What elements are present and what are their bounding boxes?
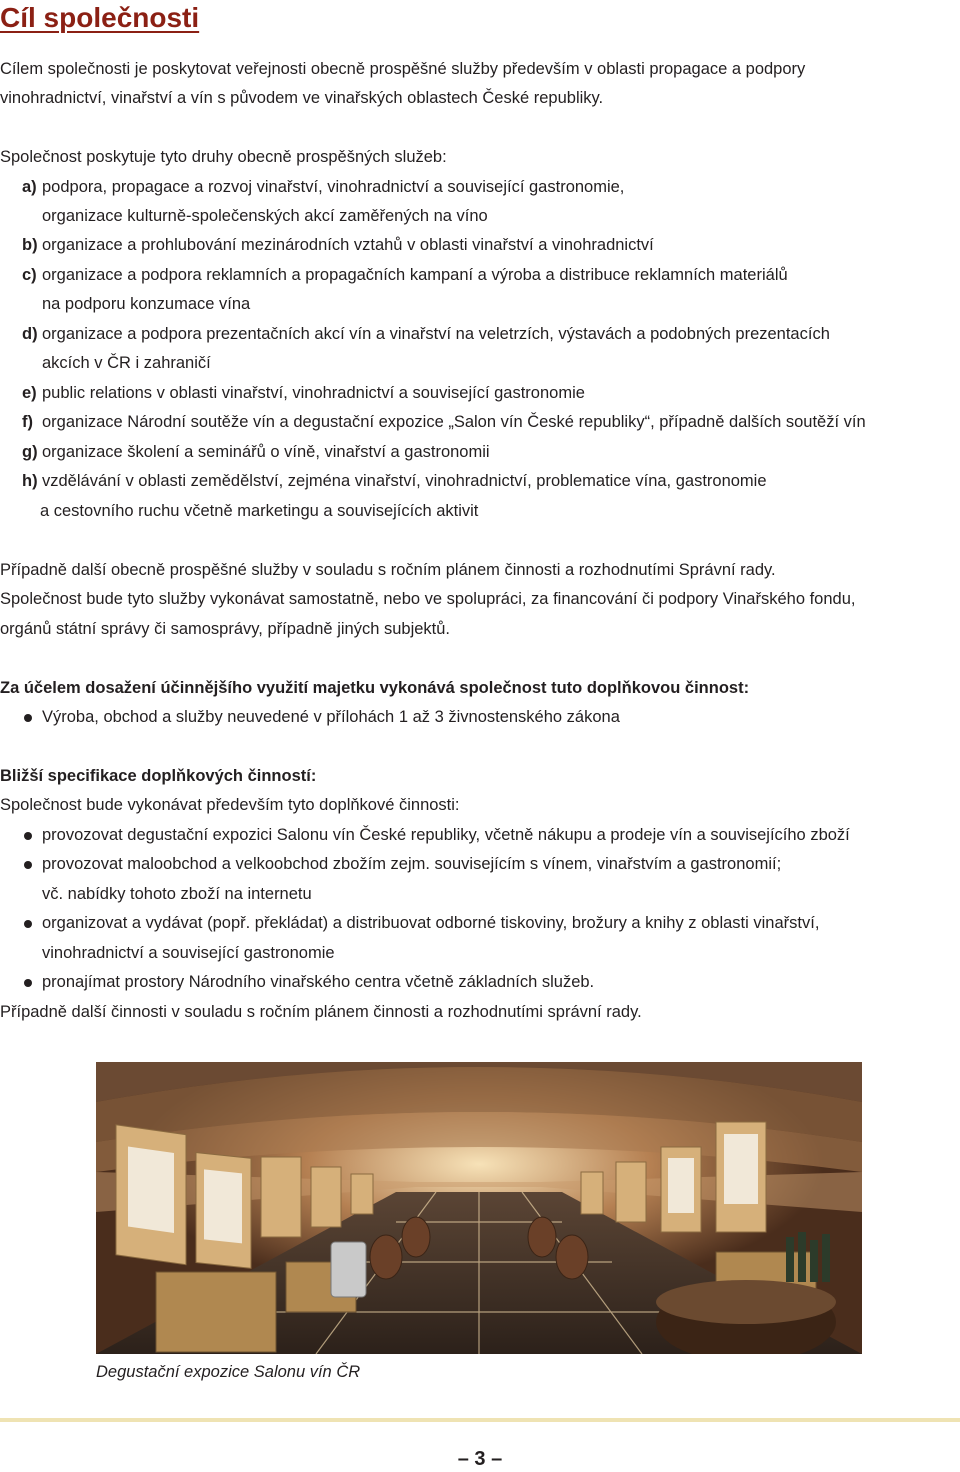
closing-line: orgánů státní správy či samosprávy, případně jiných subjektů. (0, 620, 451, 638)
additional-item: Výroba, obchod a služby neuvedené v přílohách 1 až 3 živnostenského zákona (42, 708, 620, 726)
closing-line: Případně další obecně prospěšné služby v souladu s ročním plánem činnosti a rozhodnutími Správní rady. (0, 561, 776, 579)
list-label: f) (22, 413, 33, 431)
list-label: c) (22, 266, 37, 284)
wine-cellar-photo (96, 1062, 862, 1354)
list-label: g) (22, 443, 38, 461)
bullet-icon (24, 832, 32, 840)
list-item: organizace a podpora prezentačních akcí vín a vinařství na veletrzích, výstavách a podobných prezentacích (42, 325, 830, 343)
list-label: h) (22, 472, 38, 490)
page-title: Cíl společnosti (0, 2, 200, 33)
list-item: organizace školení a seminářů o víně, vinařství a gastronomii (42, 443, 490, 461)
spec-item: pronajímat prostory Národního vinařského centra včetně základních služeb. (42, 973, 595, 991)
spec-item: vč. nabídky tohoto zboží na internetu (42, 885, 312, 903)
services-intro: Společnost poskytuje tyto druhy obecně prospěšných služeb: (0, 148, 447, 166)
photo-caption: Degustační expozice Salonu vín ČR (96, 1363, 361, 1381)
bullet-icon (24, 920, 32, 928)
list-label: e) (22, 384, 37, 402)
closing-line: Společnost bude tyto služby vykonávat samostatně, nebo ve spolupráci, za financování či podpory Vinařského fondu, (0, 590, 856, 608)
list-label: b) (22, 236, 38, 254)
list-item: organizace Národní soutěže vín a degustační expozice „Salon vín České republiky“, případně dalších soutěží vín (42, 413, 866, 431)
additional-heading: Za účelem dosažení účinnějšího využití majetku vykonává společnost tuto doplňkovou činnost: (0, 679, 750, 697)
list-item: podpora, propagace a rozvoj vinařství, vinohradnictví a související gastronomie, (42, 178, 625, 196)
list-item: a cestovního ruchu včetně marketingu a souvisejících aktivit (40, 502, 479, 520)
spec-item: vinohradnictví a související gastronomie (42, 944, 335, 962)
page-number: – 3 – (457, 1448, 503, 1470)
bullet-icon (24, 714, 32, 722)
bullet-icon (24, 861, 32, 869)
list-label: a) (22, 178, 37, 196)
list-item: organizace a prohlubování mezinárodních vztahů v oblasti vinařství a vinohradnictví (42, 236, 654, 254)
list-item: vzdělávání v oblasti zemědělství, zejména vinařství, vinohradnictví, problematice vína, gastronomie (42, 472, 767, 490)
list-label: d) (22, 325, 38, 343)
spec-heading: Bližší specifikace doplňkových činností: (0, 767, 317, 785)
spec-item: organizovat a vydávat (popř. překládat) a distribuovat odborné tiskoviny, brožury a knihy z oblasti vinařství, (42, 914, 820, 932)
intro-line: Cílem společnosti je poskytovat veřejnosti obecně prospěšné služby především v oblasti propagace a podpory (0, 60, 806, 78)
spec-item: provozovat degustační expozici Salonu vín České republiky, včetně nákupu a prodeje vín a souvisejícího zboží (42, 826, 850, 844)
list-item: public relations v oblasti vinařství, vinohradnictví a související gastronomie (42, 384, 585, 402)
list-item: organizace kulturně-společenských akcí zaměřených na víno (42, 207, 488, 225)
list-item: na podporu konzumace vína (42, 295, 251, 313)
footer-rule (0, 1418, 960, 1422)
bullet-icon (24, 979, 32, 987)
spec-intro: Společnost bude vykonávat především tyto doplňkové činnosti: (0, 796, 460, 814)
spec-item: provozovat maloobchod a velkoobchod zbožím zejm. souvisejícím s vínem, vinařstvím a gastronomií; (42, 855, 782, 873)
spec-closing: Případně další činnosti v souladu s ročním plánem činnosti a rozhodnutími správní rady. (0, 1003, 642, 1021)
list-item: akcích v ČR i zahraničí (42, 354, 211, 372)
list-item: organizace a podpora reklamních a propagačních kampaní a výroba a distribuce reklamních materiálů (42, 266, 788, 284)
intro-line: vinohradnictví, vinařství a vín s původem ve vinařských oblastech České republiky. (0, 89, 604, 107)
